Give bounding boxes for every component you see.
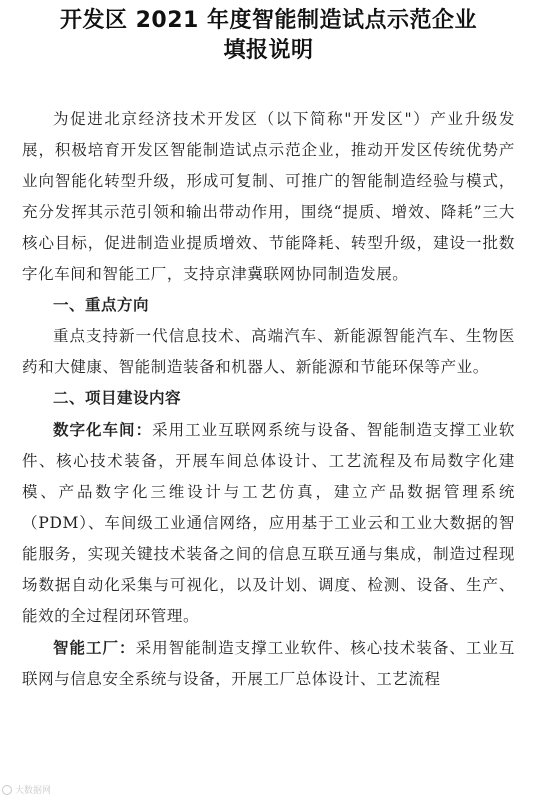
section-heading-construction: 二、项目建设内容 — [53, 389, 182, 407]
focus-paragraph: 重点支持新一代信息技术、高端汽车、新能源智能汽车、生物医药和大健康、智能制造装备和机器人、新能源和节能环保等产业。 — [22, 327, 515, 376]
intro-paragraph: 为促进北京经济技术开发区（以下简称"开发区"）产业升级发展，积极培育开发区智能制造试点示范企业，推动开发区传统优势产业向智能化转型升级，形成可复制、可推广的智能制造经验与模式，充分发挥其示范引领和输出带动作用，围绕“提质、增效、降耗”三大核心目标，促进制造业提质增效、节能降耗、转型升级，建设一批数字化车间和智能工厂，支持京津冀联网协同制造发展。 — [22, 110, 515, 283]
smart-factory-body: 采用智能制造支撑工业软件、核心技术装备、工业互联网与信息安全系统与设备，开展工厂总体设计、工艺流程 — [22, 639, 515, 688]
document-title — [22, 6, 515, 66]
section-heading-focus: 一、重点方向 — [53, 296, 150, 314]
smart-factory-paragraph — [22, 632, 515, 695]
smart-factory-lead: 智能工厂： — [53, 638, 136, 657]
camera-icon — [2, 785, 12, 795]
title-line-1: 开发区 2021 年度智能制造试点示范企业 — [59, 8, 478, 33]
watermark-text: 大数据网 — [15, 786, 52, 796]
document-body — [22, 104, 515, 695]
digital-workshop-body: 采用工业互联网系统与设备、智能制造支撑工业软件、核心技术装备，开展车间总体设计、工艺流程及布局数字化建模、产品数字化三维设计与工艺仿真，建立产品数据管理系统（PDM）、车间级工业通信网络，应用基于工业云和工业大数据的智能服务，实现关键技术装备之间的信息互联互通与集成，制造过程现场数据自动化采集与可视化，以及计划、调度、检测、设备、生产、能效的全过程闭环管理。 — [22, 421, 515, 625]
title-line-2: 填报说明 — [223, 38, 314, 63]
digital-workshop-paragraph — [22, 414, 515, 632]
watermark — [2, 783, 51, 796]
digital-workshop-lead: 数字化车间： — [53, 420, 153, 439]
